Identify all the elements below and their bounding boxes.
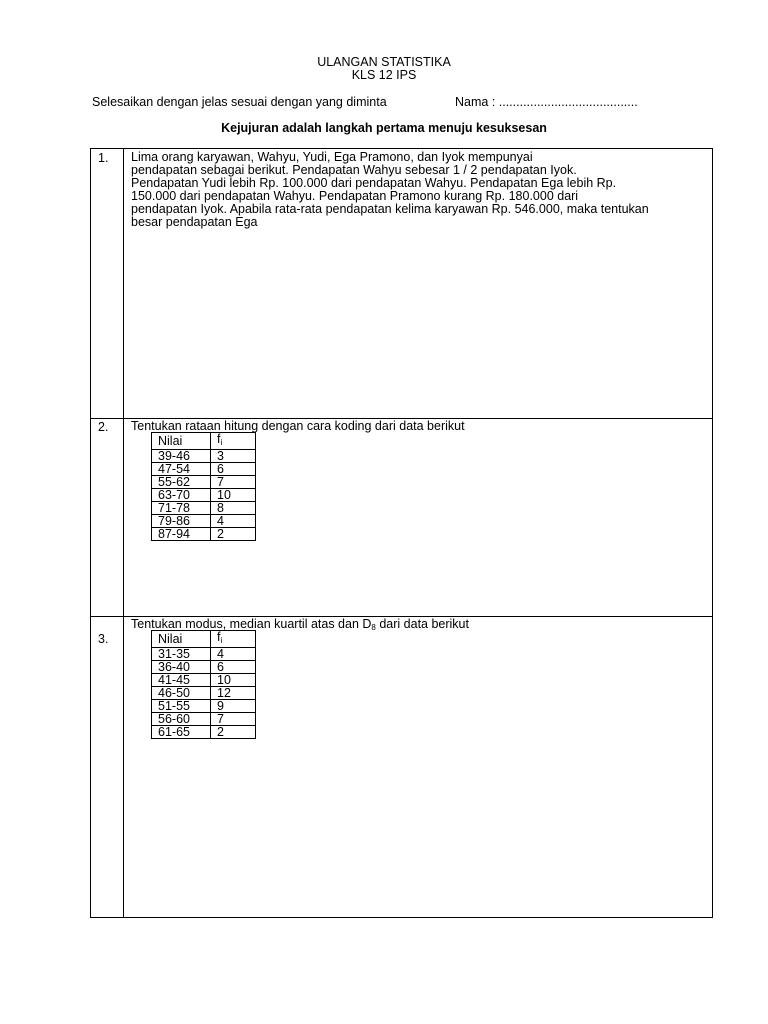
question-3-text: Tentukan modus, median kuartil atas dan $D_8$ dari data berikut (131, 617, 469, 632)
question-1-line: 150.000 dari pendapatan Wahyu. Pendapatan Pramono kurang Rp. 180.000 dari (131, 189, 579, 203)
header-frequency: $f_i$ (211, 631, 256, 648)
table-row (152, 674, 256, 687)
question-1-line: pendapatan sebagai berikut. Pendapatan Wahyu sebesar 1 / 2 pendapatan Iyok. (131, 163, 577, 177)
table-row (152, 648, 256, 661)
interval-cell: 31-35 (152, 648, 211, 661)
question-1-line: besar pendapatan Ega (131, 215, 258, 229)
interval-cell: 47-54 (152, 463, 211, 476)
question-2-number: 2. (98, 420, 109, 434)
frequency-cell: 12 (211, 687, 256, 700)
exam-title-line2: KLS 12 IPS (351, 68, 417, 82)
interval-cell: 51-55 (152, 700, 211, 713)
exam-title-line1: ULANGAN STATISTIKA (317, 55, 451, 69)
question-1-line: pendapatan Iyok. Apabila rata-rata pendapatan kelima karyawan Rp. 546.000, maka tentukan (131, 202, 649, 216)
table-row (152, 700, 256, 713)
table-row (152, 463, 256, 476)
question-3-number: 3. (98, 632, 109, 646)
question-1-line: Lima orang karyawan, Wahyu, Yudi, Ega Pramono, dan Iyok mempunyai (131, 150, 533, 164)
header-frequency: $f_i$ (211, 433, 256, 450)
frequency-cell: 8 (211, 502, 256, 515)
frequency-cell: 2 (211, 726, 256, 739)
header-nilai: Nilai (152, 433, 211, 450)
interval-cell: 71-78 (152, 502, 211, 515)
frequency-cell: 2 (211, 528, 256, 541)
table-row (152, 502, 256, 515)
motto-text: Kejujuran adalah langkah pertama menuju kesuksesan (221, 121, 547, 135)
table-row (152, 726, 256, 739)
question-2-data-table (151, 432, 256, 541)
interval-cell: 41-45 (152, 674, 211, 687)
table-row (152, 450, 256, 463)
frequency-cell: 7 (211, 713, 256, 726)
interval-cell: 61-65 (152, 726, 211, 739)
frequency-cell: 9 (211, 700, 256, 713)
frequency-cell: 6 (211, 463, 256, 476)
question-2-text: Tentukan rataan hitung dengan cara koding dari data berikut (131, 419, 465, 433)
header-nilai: Nilai (152, 631, 211, 648)
interval-cell: 39-46 (152, 450, 211, 463)
table-row (152, 489, 256, 502)
table-row (152, 661, 256, 674)
question-1-number: 1. (98, 151, 109, 165)
frequency-cell: 6 (211, 661, 256, 674)
interval-cell: 46-50 (152, 687, 211, 700)
frequency-cell: 3 (211, 450, 256, 463)
interval-cell: 87-94 (152, 528, 211, 541)
interval-cell: 79-86 (152, 515, 211, 528)
interval-cell: 36-40 (152, 661, 211, 674)
question-1-text (131, 151, 711, 229)
interval-cell: 56-60 (152, 713, 211, 726)
table-row (152, 476, 256, 489)
table-header-row (152, 631, 256, 648)
interval-cell: 63-70 (152, 489, 211, 502)
frequency-cell: 10 (211, 489, 256, 502)
frequency-cell: 4 (211, 515, 256, 528)
table-row (152, 713, 256, 726)
table-header-row (152, 433, 256, 450)
table-row (152, 687, 256, 700)
frequency-cell: 4 (211, 648, 256, 661)
name-field-label: Nama : ........................................ (455, 95, 638, 109)
table-row (152, 528, 256, 541)
frequency-cell: 7 (211, 476, 256, 489)
number-column-divider (123, 148, 124, 918)
question-3-data-table (151, 630, 256, 739)
instruction-text: Selesaikan dengan jelas sesuai dengan yang diminta (92, 95, 387, 109)
interval-cell: 55-62 (152, 476, 211, 489)
frequency-cell: 10 (211, 674, 256, 687)
table-row (152, 515, 256, 528)
question-1-line: Pendapatan Yudi lebih Rp. 100.000 dari pendapatan Wahyu. Pendapatan Ega lebih Rp. (131, 176, 617, 190)
